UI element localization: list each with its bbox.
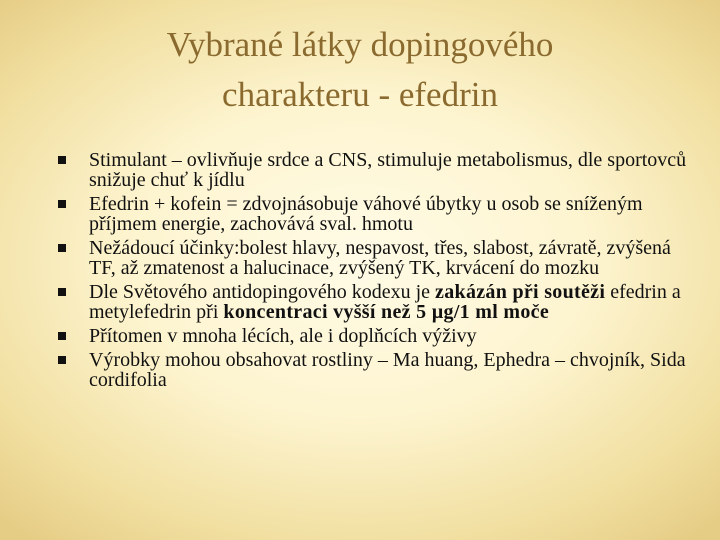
- bullet-text: [89, 325, 477, 347]
- slide-title-line-2: charakteru - efedrin: [222, 75, 498, 114]
- bullet-text: [89, 149, 686, 191]
- square-bullet-icon: [58, 332, 66, 340]
- bullet-segment-bold: zakázán při soutěži: [435, 281, 606, 303]
- slide-title-line-1: Vybrané látky dopingového: [166, 25, 554, 64]
- square-bullet-icon: [58, 356, 66, 364]
- bullet-item: [52, 282, 692, 322]
- bullet-segment: Nežádoucí účinky:bolest hlavy, nespavost, třes, slabost, závratě, zvýšená TF, až zmatenost a halucinace, zvýšený TK, krvácení do mozku: [89, 237, 671, 279]
- bullet-segment: Výrobky mohou obsahovat rostliny – Ma huang, Ephedra – chvojník, Sida cordifolia: [89, 349, 686, 391]
- bullet-segment: Stimulant – ovlivňuje srdce a CNS, stimuluje metabolismus, dle sportovců snižuje chuť k jídlu: [89, 149, 687, 191]
- square-bullet-icon: [58, 156, 66, 164]
- bullet-segment: Dle Světového antidopingového kodexu je: [89, 281, 436, 303]
- bullet-text: [89, 281, 681, 323]
- bullet-text: [89, 349, 686, 391]
- bullet-text: [89, 193, 643, 235]
- bullet-segment: efedrin a metylefedrin při: [89, 281, 681, 323]
- bullet-item: [52, 150, 692, 190]
- bullet-item: [52, 350, 692, 390]
- bullet-item: [52, 326, 692, 346]
- bullet-item: [52, 194, 692, 234]
- square-bullet-icon: [58, 244, 66, 252]
- bullet-text: [89, 237, 671, 279]
- square-bullet-icon: [58, 200, 66, 208]
- bullet-segment: Přítomen v mnoha lécích, ale i doplňcích výživy: [89, 325, 477, 347]
- slide-title: [60, 20, 660, 120]
- bullet-segment: Efedrin + kofein = zdvojnásobuje váhové úbytky u osob se sníženým příjmem energie, zachovává sval. hmotu: [89, 193, 643, 235]
- square-bullet-icon: [58, 288, 66, 296]
- bullet-item: [52, 238, 692, 278]
- bullet-segment-bold: koncentraci vyšší než 5 µg/1 ml moče: [223, 301, 550, 323]
- bullet-list: [52, 150, 692, 394]
